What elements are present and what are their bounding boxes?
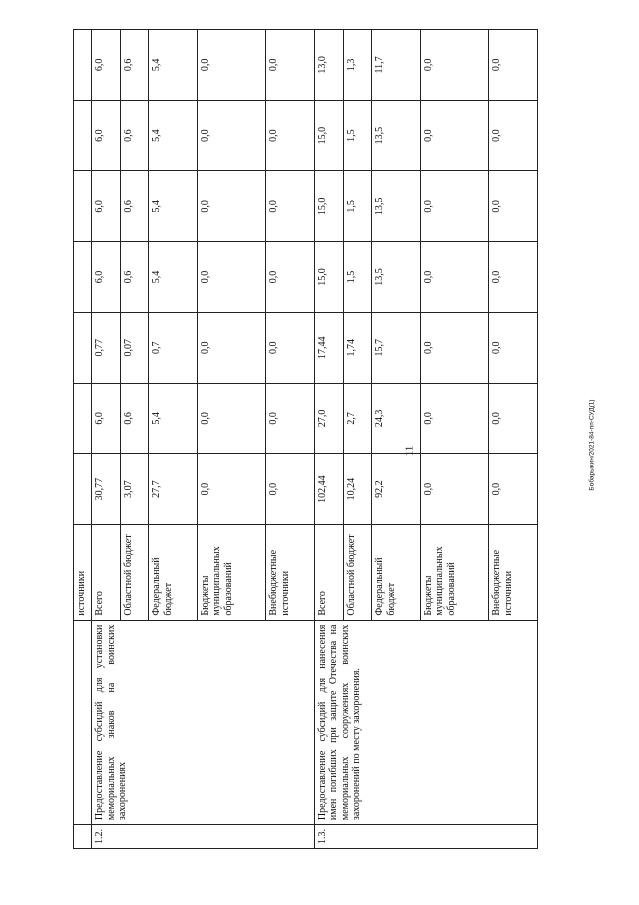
value-cell: 102,44 [314, 454, 343, 525]
item-number: 1.2. [92, 825, 315, 849]
cell-empty [74, 620, 92, 824]
value-cell: 17,44 [314, 312, 343, 383]
value-cell: 0,0 [489, 100, 538, 171]
value-cell: 0,0 [266, 454, 315, 525]
cell-empty [74, 383, 92, 454]
page-number: 11 [403, 445, 416, 457]
value-cell: 0,6 [120, 30, 149, 101]
value-cell: 27,0 [314, 383, 343, 454]
funding-source: Областной бюджет [120, 524, 149, 620]
value-cell: 27,7 [149, 454, 198, 525]
value-cell: 0,0 [197, 242, 266, 313]
value-cell: 0,0 [266, 312, 315, 383]
value-cell: 0,0 [197, 30, 266, 101]
value-cell: 0,0 [266, 383, 315, 454]
value-cell: 24,3 [372, 383, 421, 454]
cell-empty [74, 242, 92, 313]
value-cell: 0,0 [197, 312, 266, 383]
value-cell: 0,0 [489, 242, 538, 313]
cell-empty [74, 825, 92, 849]
value-cell: 1,74 [343, 312, 372, 383]
cell-empty [74, 171, 92, 242]
value-cell: 6,0 [92, 383, 121, 454]
item-number: 1.3. [314, 825, 537, 849]
value-cell: 1,3 [343, 30, 372, 101]
value-cell: 13,5 [372, 242, 421, 313]
value-cell: 0,0 [489, 454, 538, 525]
value-cell: 0,6 [120, 100, 149, 171]
funding-source: Внебюджетные источники [266, 524, 315, 620]
value-cell: 15,0 [314, 100, 343, 171]
value-cell: 5,4 [149, 171, 198, 242]
value-cell: 92,2 [372, 454, 421, 525]
value-cell: 0,0 [266, 242, 315, 313]
value-cell: 0,0 [266, 100, 315, 171]
value-cell: 2,7 [343, 383, 372, 454]
value-cell: 0,6 [120, 171, 149, 242]
value-cell: 0,0 [420, 383, 489, 454]
value-cell: 15,0 [314, 171, 343, 242]
value-cell: 0,0 [197, 383, 266, 454]
value-cell: 0,0 [420, 312, 489, 383]
source-header: источники [74, 524, 92, 620]
cell-empty [74, 100, 92, 171]
value-cell: 13,5 [372, 100, 421, 171]
value-cell: 13,0 [314, 30, 343, 101]
funding-source: Федеральный бюджет [149, 524, 198, 620]
value-cell: 1,5 [343, 100, 372, 171]
value-cell: 0,07 [120, 312, 149, 383]
value-cell: 6,0 [92, 30, 121, 101]
value-cell: 0,0 [266, 171, 315, 242]
value-cell: 6,0 [92, 242, 121, 313]
value-cell: 6,0 [92, 171, 121, 242]
value-cell: 5,4 [149, 100, 198, 171]
value-cell: 0,6 [120, 242, 149, 313]
value-cell: 10,24 [343, 454, 372, 525]
item-description: Предоставление субсидий для нанесения имен погибших при защите Отечества на мемориальных сооружениях воинских захоронений по месту захоронения. [314, 620, 537, 824]
value-cell: 0,77 [92, 312, 121, 383]
value-cell: 0,0 [420, 100, 489, 171]
table-row [314, 30, 343, 849]
value-cell: 1,5 [343, 171, 372, 242]
funding-source: Всего [92, 524, 121, 620]
value-cell: 0,0 [197, 171, 266, 242]
value-cell: 0,0 [197, 454, 266, 525]
value-cell: 6,0 [92, 100, 121, 171]
funding-source: Всего [314, 524, 343, 620]
value-cell: 0,0 [266, 30, 315, 101]
value-cell: 13,5 [372, 171, 421, 242]
funding-table [73, 29, 538, 849]
value-cell: 0,0 [489, 30, 538, 101]
value-cell: 0,0 [489, 383, 538, 454]
value-cell: 0,0 [197, 100, 266, 171]
header-continuation-row [74, 30, 92, 849]
value-cell: 0,0 [489, 171, 538, 242]
value-cell: 3,07 [120, 454, 149, 525]
value-cell: 1,5 [343, 242, 372, 313]
value-cell: 15,0 [314, 242, 343, 313]
value-cell: 0,0 [420, 30, 489, 101]
rotated-table-container [73, 29, 538, 849]
table-row [92, 30, 121, 849]
value-cell: 0,0 [420, 242, 489, 313]
value-cell: 5,4 [149, 30, 198, 101]
funding-source: Внебюджетные источники [489, 524, 538, 620]
value-cell: 0,7 [149, 312, 198, 383]
document-code: Бобарыкин/2021-84-пп-СУД(1) [588, 399, 596, 491]
value-cell: 11,7 [372, 30, 421, 101]
funding-source: Бюджеты муниципальных образований [197, 524, 266, 620]
value-cell: 0,0 [489, 312, 538, 383]
funding-source: Федеральный бюджет [372, 524, 421, 620]
funding-source: Бюджеты муниципальных образований [420, 524, 489, 620]
cell-empty [74, 454, 92, 525]
value-cell: 15,7 [372, 312, 421, 383]
value-cell: 5,4 [149, 242, 198, 313]
value-cell: 0,6 [120, 383, 149, 454]
value-cell: 0,0 [420, 171, 489, 242]
value-cell: 0,0 [420, 454, 489, 525]
value-cell: 5,4 [149, 383, 198, 454]
item-description: Предоставление субсидий для установки мемориальных знаков на воинских захоронениях [92, 620, 315, 824]
cell-empty [74, 30, 92, 101]
cell-empty [74, 312, 92, 383]
value-cell: 30,77 [92, 454, 121, 525]
funding-source: Областной бюджет [343, 524, 372, 620]
